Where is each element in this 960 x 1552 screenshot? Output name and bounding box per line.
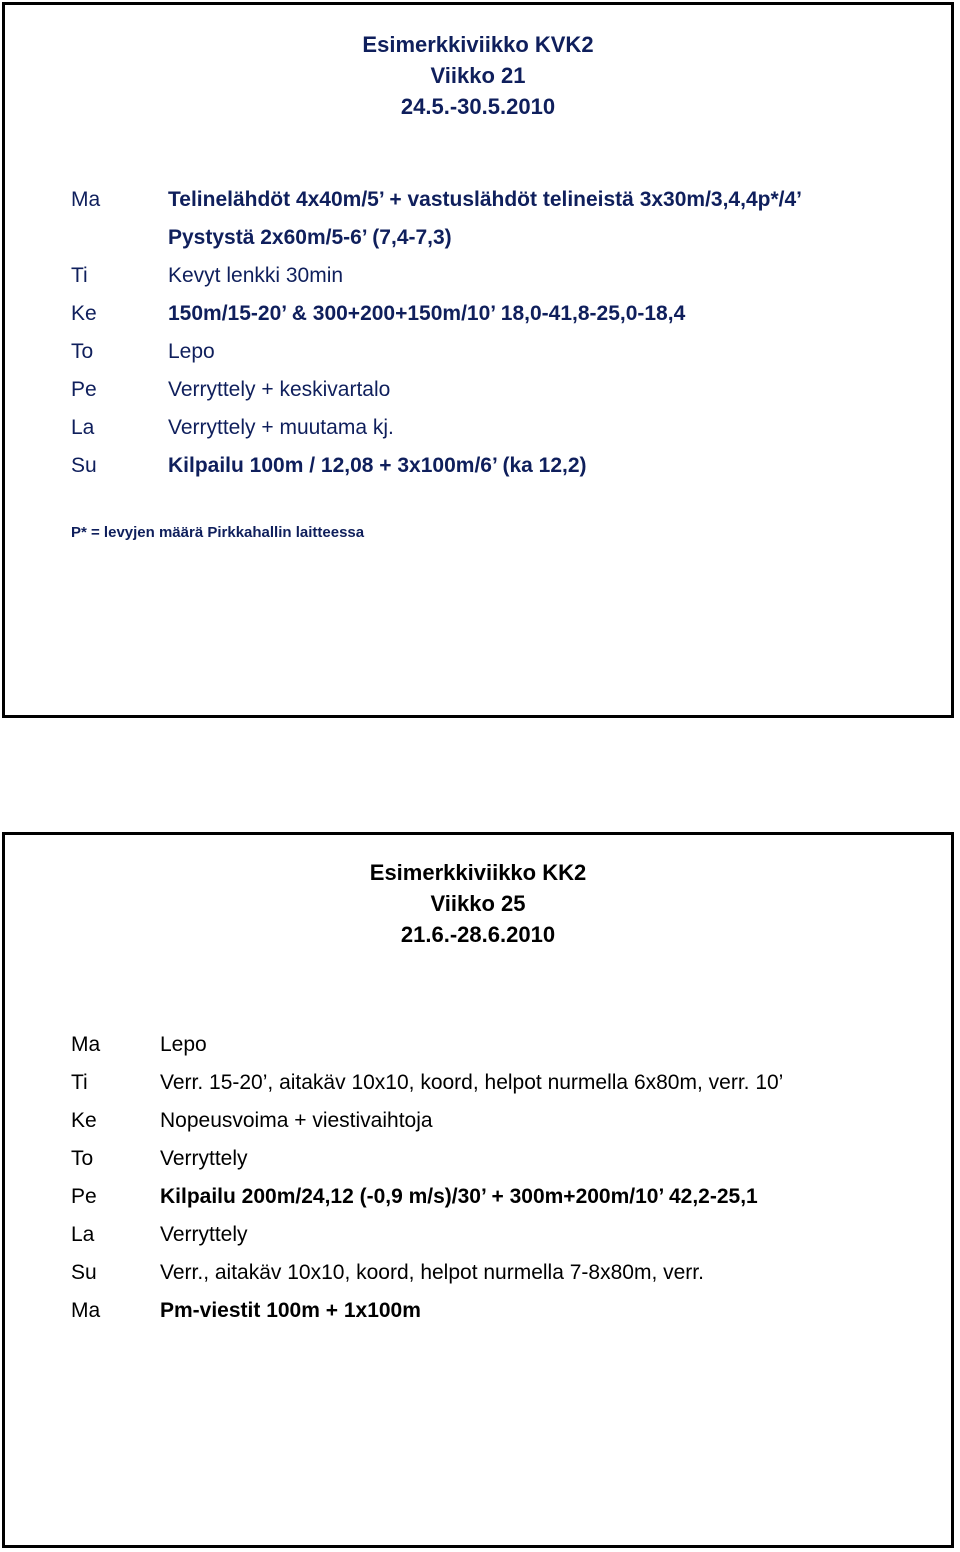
schedule-row	[5, 1026, 951, 1064]
workout-text: 150m/15-20’ & 300+200+150m/10’ 18,0-41,8-25,0-18,4	[168, 302, 686, 325]
schedule-row	[5, 295, 951, 333]
workout-text: Verr., aitakäv 10x10, koord, helpot nurmella 7-8x80m, verr.	[160, 1261, 704, 1284]
footnote: P* = levyjen määrä Pirkkahallin laitteessa	[71, 524, 365, 541]
day-label: La	[71, 1223, 95, 1246]
workout-text: Nopeusvoima + viestivaihtoja	[160, 1109, 433, 1132]
schedule-row	[5, 1102, 951, 1140]
title-line-week: Viikko 21	[430, 63, 526, 88]
workout-text: Lepo	[160, 1033, 207, 1056]
day-label: Ke	[71, 302, 97, 325]
day-label: La	[71, 416, 95, 439]
day-label: Pe	[71, 1185, 97, 1208]
workout-text: Telinelähdöt 4x40m/5’ + vastuslähdöt telineistä 3x30m/3,4,4p*/4’	[168, 188, 802, 211]
schedule-row	[5, 1292, 951, 1330]
schedule-list	[5, 181, 951, 485]
schedule-row	[5, 219, 951, 257]
workout-text: Verryttely + keskivartalo	[168, 378, 391, 401]
workout-text: Kevyt lenkki 30min	[168, 264, 344, 287]
day-label: Ma	[71, 1299, 101, 1322]
day-label: Ma	[71, 188, 101, 211]
schedule-row	[5, 257, 951, 295]
title-line-dates: 24.5.-30.5.2010	[400, 94, 556, 119]
workout-text: Verryttely	[160, 1147, 248, 1170]
slide-title	[5, 857, 951, 950]
schedule-list	[5, 1026, 951, 1330]
schedule-row	[5, 181, 951, 219]
day-label: Ke	[71, 1109, 97, 1132]
training-week-slide-kk2	[2, 832, 954, 1548]
schedule-row	[5, 1216, 951, 1254]
day-label: Ma	[71, 1033, 101, 1056]
day-label: Su	[71, 1261, 97, 1284]
training-week-slide-kvk2	[2, 2, 954, 718]
slide-title	[5, 29, 951, 122]
workout-text: Verryttely + muutama kj.	[168, 416, 394, 439]
schedule-row	[5, 409, 951, 447]
workout-text: Pm-viestit 100m + 1x100m	[160, 1299, 421, 1322]
day-label: Ti	[71, 264, 88, 287]
workout-text: Kilpailu 200m/24,12 (-0,9 m/s)/30’ + 300m+200m/10’ 42,2-25,1	[160, 1185, 758, 1208]
day-label: To	[71, 340, 94, 363]
day-label: Ti	[71, 1071, 88, 1094]
schedule-row	[5, 1254, 951, 1292]
title-line-dates: 21.6.-28.6.2010	[400, 922, 556, 947]
workout-text: Verryttely	[160, 1223, 248, 1246]
workout-text: Pystystä 2x60m/5-6’ (7,4-7,3)	[168, 226, 452, 249]
title-line-program: Esimerkkiviikko KK2	[369, 860, 587, 885]
workout-text: Lepo	[168, 340, 215, 363]
schedule-row	[5, 1064, 951, 1102]
schedule-row	[5, 1178, 951, 1216]
day-label: Pe	[71, 378, 97, 401]
day-label: To	[71, 1147, 94, 1170]
schedule-row	[5, 371, 951, 409]
workout-text: Kilpailu 100m / 12,08 + 3x100m/6’ (ka 12,2)	[168, 454, 587, 477]
schedule-row	[5, 333, 951, 371]
title-line-week: Viikko 25	[430, 891, 526, 916]
workout-text: Verr. 15-20’, aitakäv 10x10, koord, helpot nurmella 6x80m, verr. 10’	[160, 1071, 784, 1094]
day-label: Su	[71, 454, 97, 477]
schedule-row	[5, 447, 951, 485]
title-line-program: Esimerkkiviikko KVK2	[362, 32, 594, 57]
schedule-row	[5, 1140, 951, 1178]
